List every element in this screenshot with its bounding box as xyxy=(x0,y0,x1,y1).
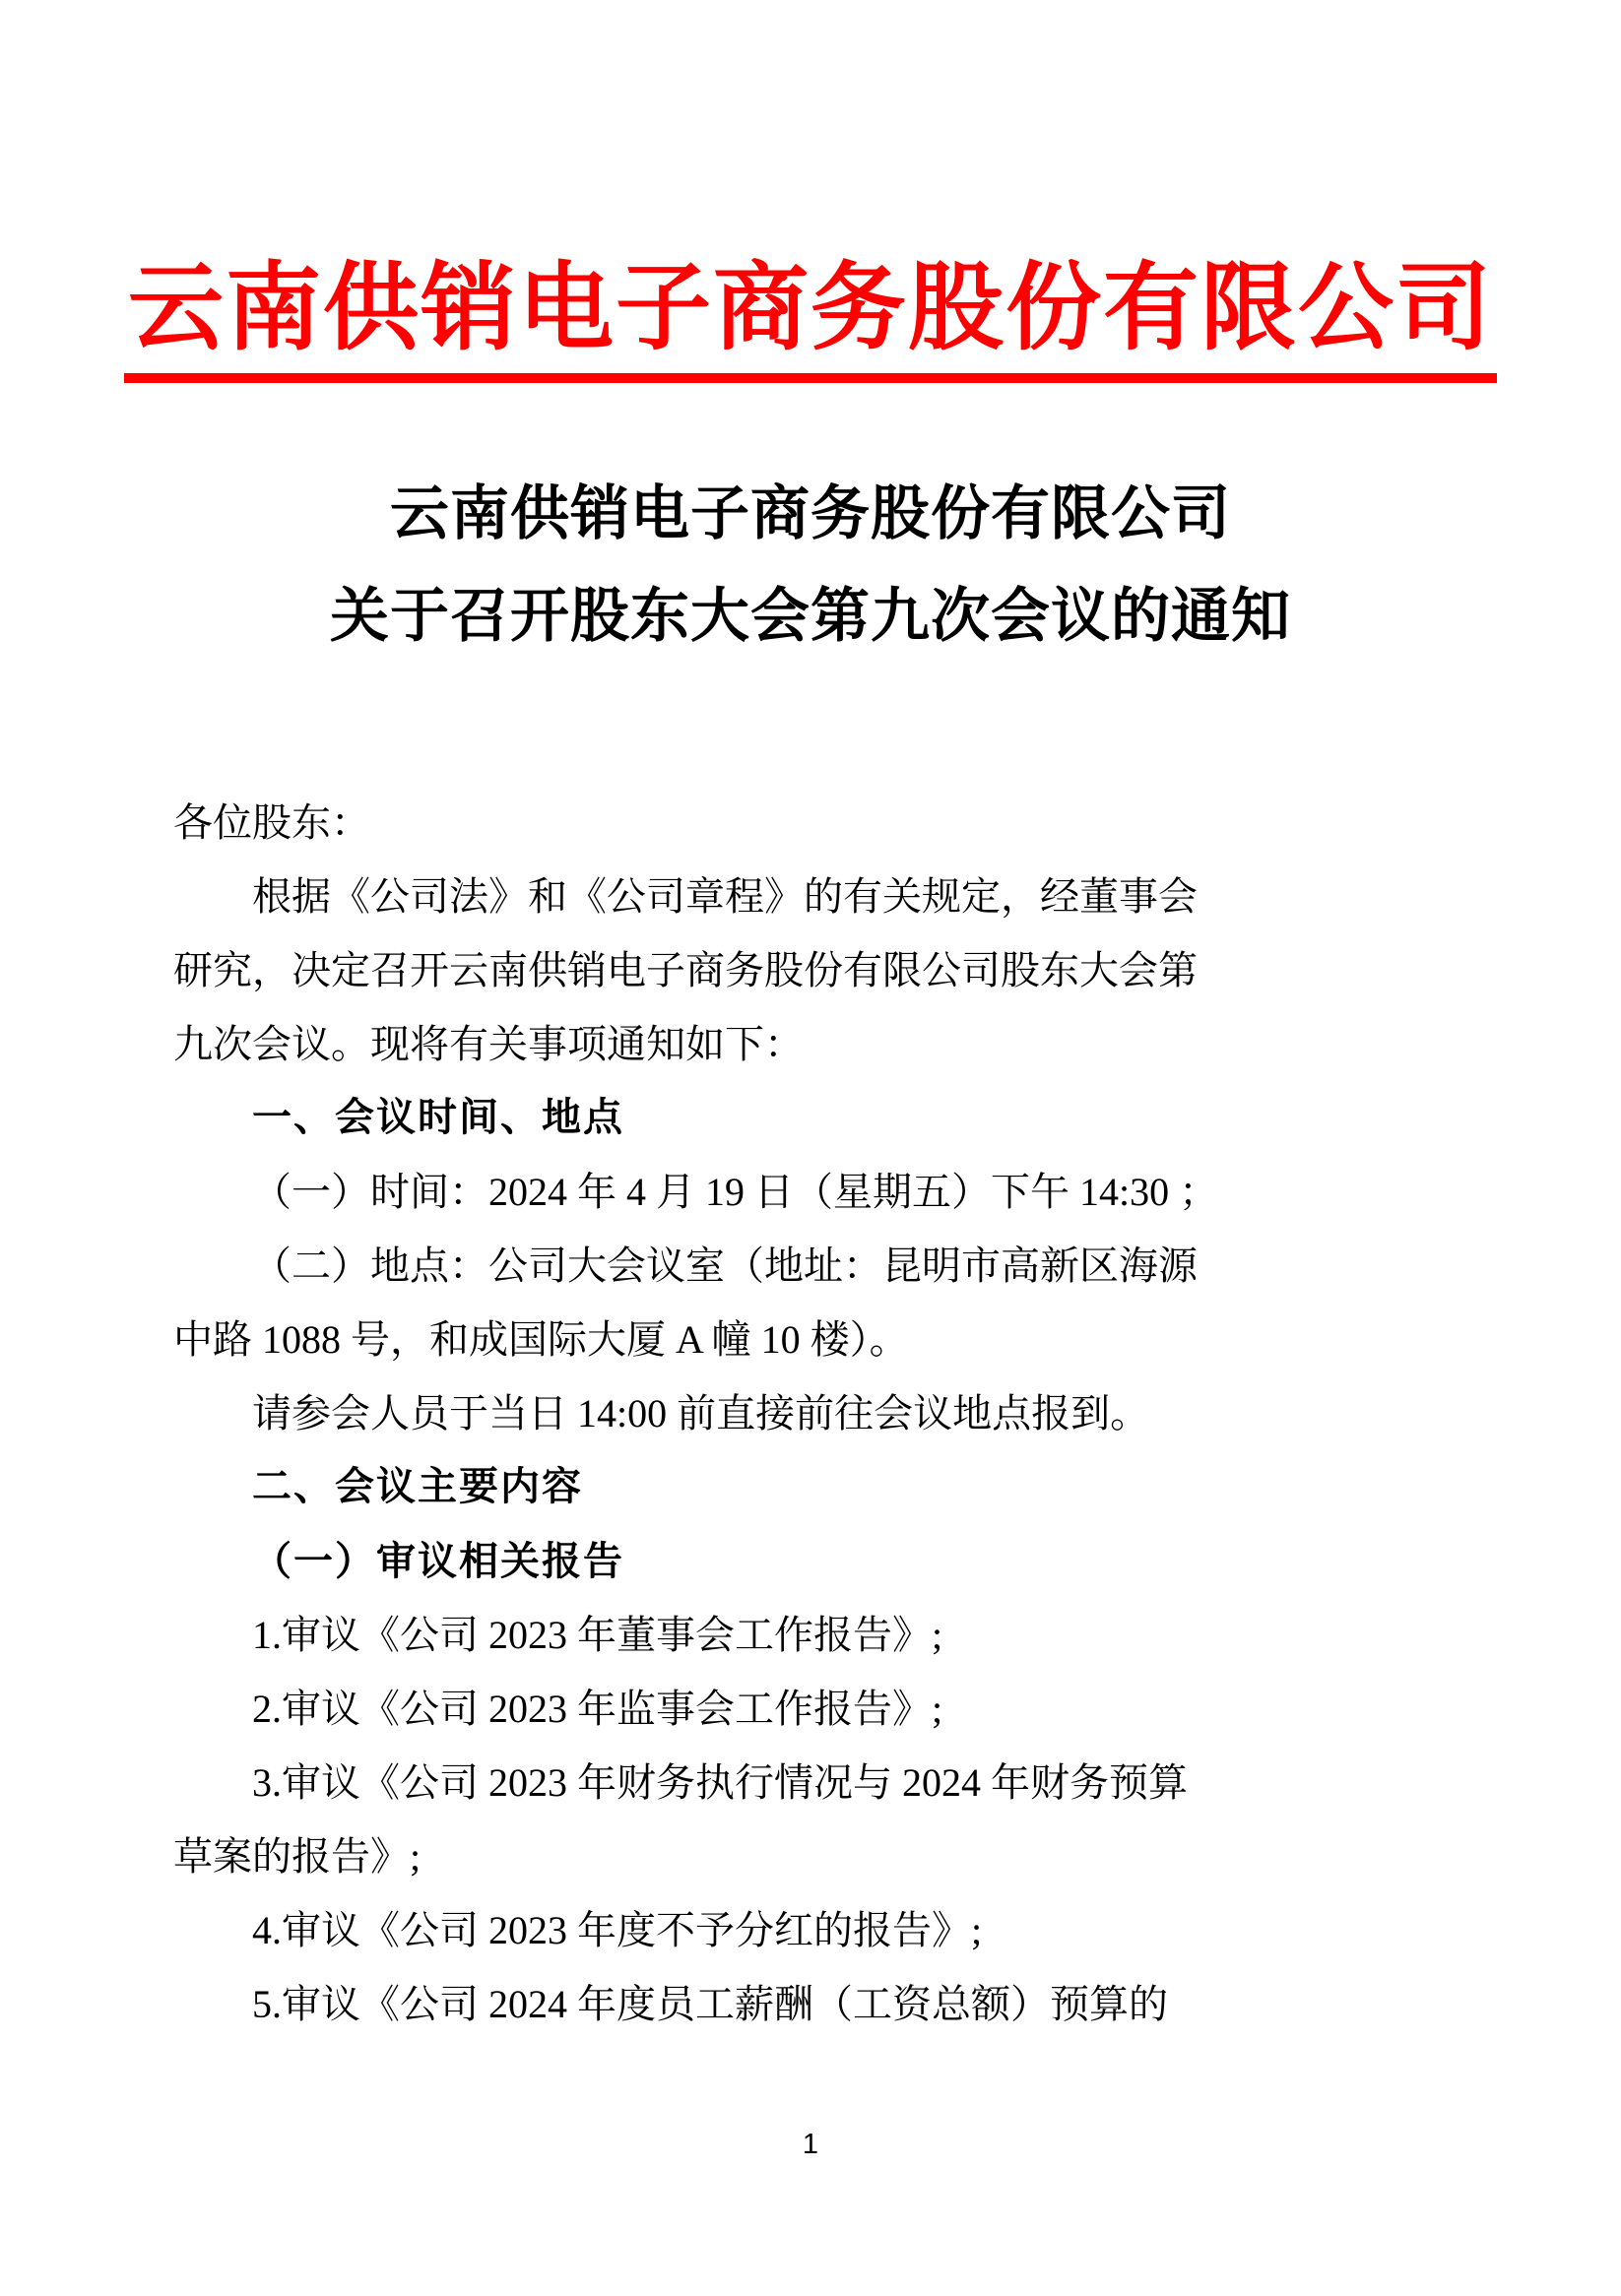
intro-line-3: 九次会议。现将有关事项通知如下： xyxy=(173,1022,804,1066)
page-number: 1 xyxy=(802,2129,819,2160)
agenda-item-4: 4.审议《公司 2023 年度不予分红的报告》; xyxy=(252,1908,983,1952)
letterhead-company-name: 云南供销电子商务股份有限公司 xyxy=(124,254,1497,383)
agenda-item-2: 2.审议《公司 2023 年监事会工作报告》; xyxy=(252,1687,943,1731)
intro-line-2: 研究，决定召开云南供销电子商务股份有限公司股东大会第 xyxy=(173,948,1198,992)
notice-body xyxy=(173,786,1463,2041)
meeting-place-line-2: 中路 1088 号，和成国际大厦 A 幢 10 楼）。 xyxy=(173,1317,909,1362)
agenda-item-3-line-2: 草案的报告》; xyxy=(173,1834,421,1879)
section-2-heading: 二、会议主要内容 xyxy=(252,1465,583,1508)
document-title xyxy=(0,463,1621,668)
intro-line-1: 根据《公司法》和《公司章程》的有关规定，经董事会 xyxy=(252,874,1198,919)
agenda-item-3-line-1: 3.审议《公司 2023 年财务执行情况与 2024 年财务预算 xyxy=(252,1760,1188,1805)
agenda-item-5-line-1: 5.审议《公司 2024 年度员工薪酬（工资总额）预算的 xyxy=(252,1982,1168,2026)
page-footer xyxy=(0,2125,1621,2164)
section-1-heading: 一、会议时间、地点 xyxy=(252,1096,624,1139)
checkin-notice-line: 请参会人员于当日 14:00 前直接前往会议地点报到。 xyxy=(252,1391,1150,1435)
subsection-2-1-heading: （一）审议相关报告 xyxy=(252,1539,624,1583)
document-title-line-2: 关于召开股东大会第九次会议的通知 xyxy=(330,584,1291,649)
agenda-item-1: 1.审议《公司 2023 年董事会工作报告》; xyxy=(252,1613,943,1657)
salutation: 各位股东： xyxy=(173,800,370,845)
document-title-line-1: 云南供销电子商务股份有限公司 xyxy=(390,481,1231,546)
letterhead xyxy=(0,254,1621,383)
meeting-place-line-1: （二）地点：公司大会议室（地址：昆明市高新区海源 xyxy=(252,1244,1198,1288)
meeting-time-line: （一）时间：2024 年 4 月 19 日（星期五）下午 14:30 ； xyxy=(252,1170,1219,1214)
